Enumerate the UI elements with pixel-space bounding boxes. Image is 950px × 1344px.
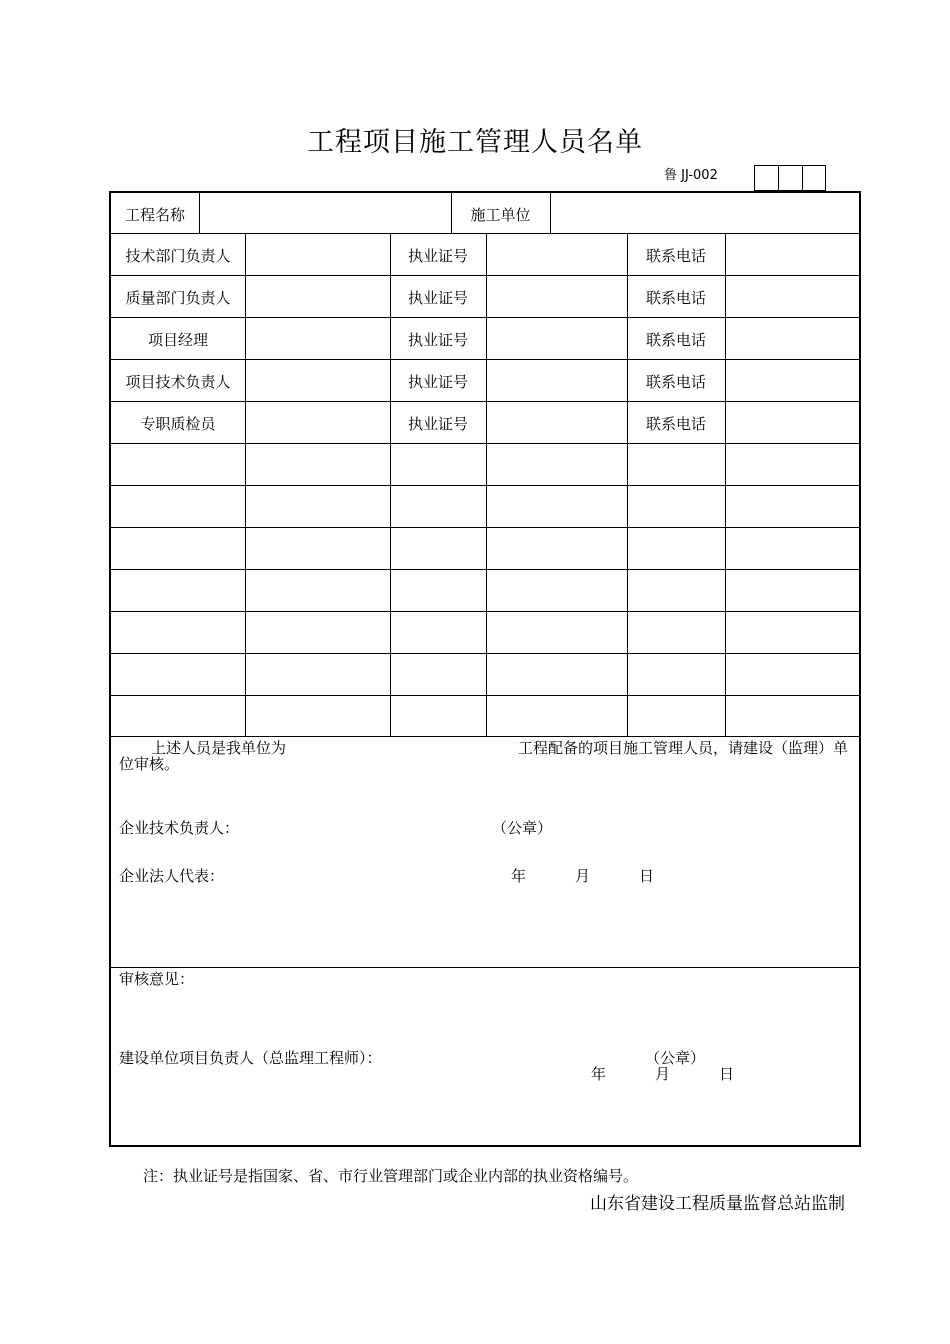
license-label: 执业证号 [407, 373, 468, 391]
date-year: 年 [511, 867, 527, 885]
role-label: 专职质检员 [140, 415, 216, 433]
legal-rep-label: 企业法人代表： [119, 867, 225, 885]
declaration-text-left: 上述人员是我单位为 [151, 739, 287, 757]
construction-unit-label: 施工单位 [470, 206, 531, 224]
row-divider [111, 443, 859, 444]
role-label: 技术部门负责人 [125, 247, 231, 265]
col-divider [725, 233, 726, 736]
date-day: 日 [639, 867, 655, 885]
row-divider [111, 359, 859, 360]
phone-label: 联系电话 [645, 247, 706, 265]
role-label: 质量部门负责人 [125, 289, 231, 307]
col-divider [245, 233, 246, 736]
code-box[interactable] [754, 165, 778, 191]
license-label: 执业证号 [407, 415, 468, 433]
footnote: 注：执业证号是指国家、省、市行业管理部门或企业内部的执业资格编号。 [143, 1167, 639, 1185]
declaration-text-right: 工程配备的项目施工管理人员，请建设（监理）单 [518, 739, 849, 757]
row-divider [111, 275, 859, 276]
page-title: 工程项目施工管理人员名单 [307, 127, 643, 158]
license-label: 执业证号 [407, 289, 468, 307]
construction-unit-field[interactable] [551, 193, 859, 233]
row-divider [111, 653, 859, 654]
review-seal: （公章） [645, 1049, 706, 1067]
code-boxes [754, 165, 826, 191]
role-label: 项目经理 [147, 331, 208, 349]
row-divider [111, 611, 859, 612]
row-divider [111, 967, 859, 968]
row-divider [111, 569, 859, 570]
date-month: 月 [575, 867, 591, 885]
personnel-form [109, 191, 861, 1147]
col-divider [627, 233, 628, 736]
issuer-footer: 山东省建设工程质量监督总站监制 [590, 1194, 845, 1214]
declaration-text-line2: 位审核。 [119, 755, 180, 773]
col-divider [390, 233, 391, 736]
project-name-label: 工程名称 [124, 206, 185, 224]
review-opinion-label: 审核意见： [119, 970, 195, 988]
license-label: 执业证号 [407, 247, 468, 265]
license-label: 执业证号 [407, 331, 468, 349]
phone-label: 联系电话 [645, 289, 706, 307]
principal-label: 建设单位项目负责人（总监理工程师）： [119, 1049, 382, 1067]
phone-label: 联系电话 [645, 373, 706, 391]
row-divider [111, 527, 859, 528]
review-date-month: 月 [655, 1065, 671, 1083]
phone-label: 联系电话 [645, 331, 706, 349]
col-divider [486, 233, 487, 736]
company-seal: （公章） [492, 819, 553, 837]
row-divider [111, 317, 859, 318]
code-box[interactable] [778, 165, 802, 191]
project-name-field[interactable] [200, 193, 451, 233]
review-date-year: 年 [591, 1065, 607, 1083]
role-label: 项目技术负责人 [125, 373, 231, 391]
code-box[interactable] [802, 165, 826, 191]
tech-head-label: 企业技术负责人： [119, 819, 240, 837]
phone-label: 联系电话 [645, 415, 706, 433]
row-divider [111, 401, 859, 402]
row-divider [111, 485, 859, 486]
review-date-day: 日 [719, 1065, 735, 1083]
row-divider [111, 233, 859, 234]
row-divider [111, 695, 859, 696]
form-code: 鲁 JJ-002 [664, 168, 718, 183]
